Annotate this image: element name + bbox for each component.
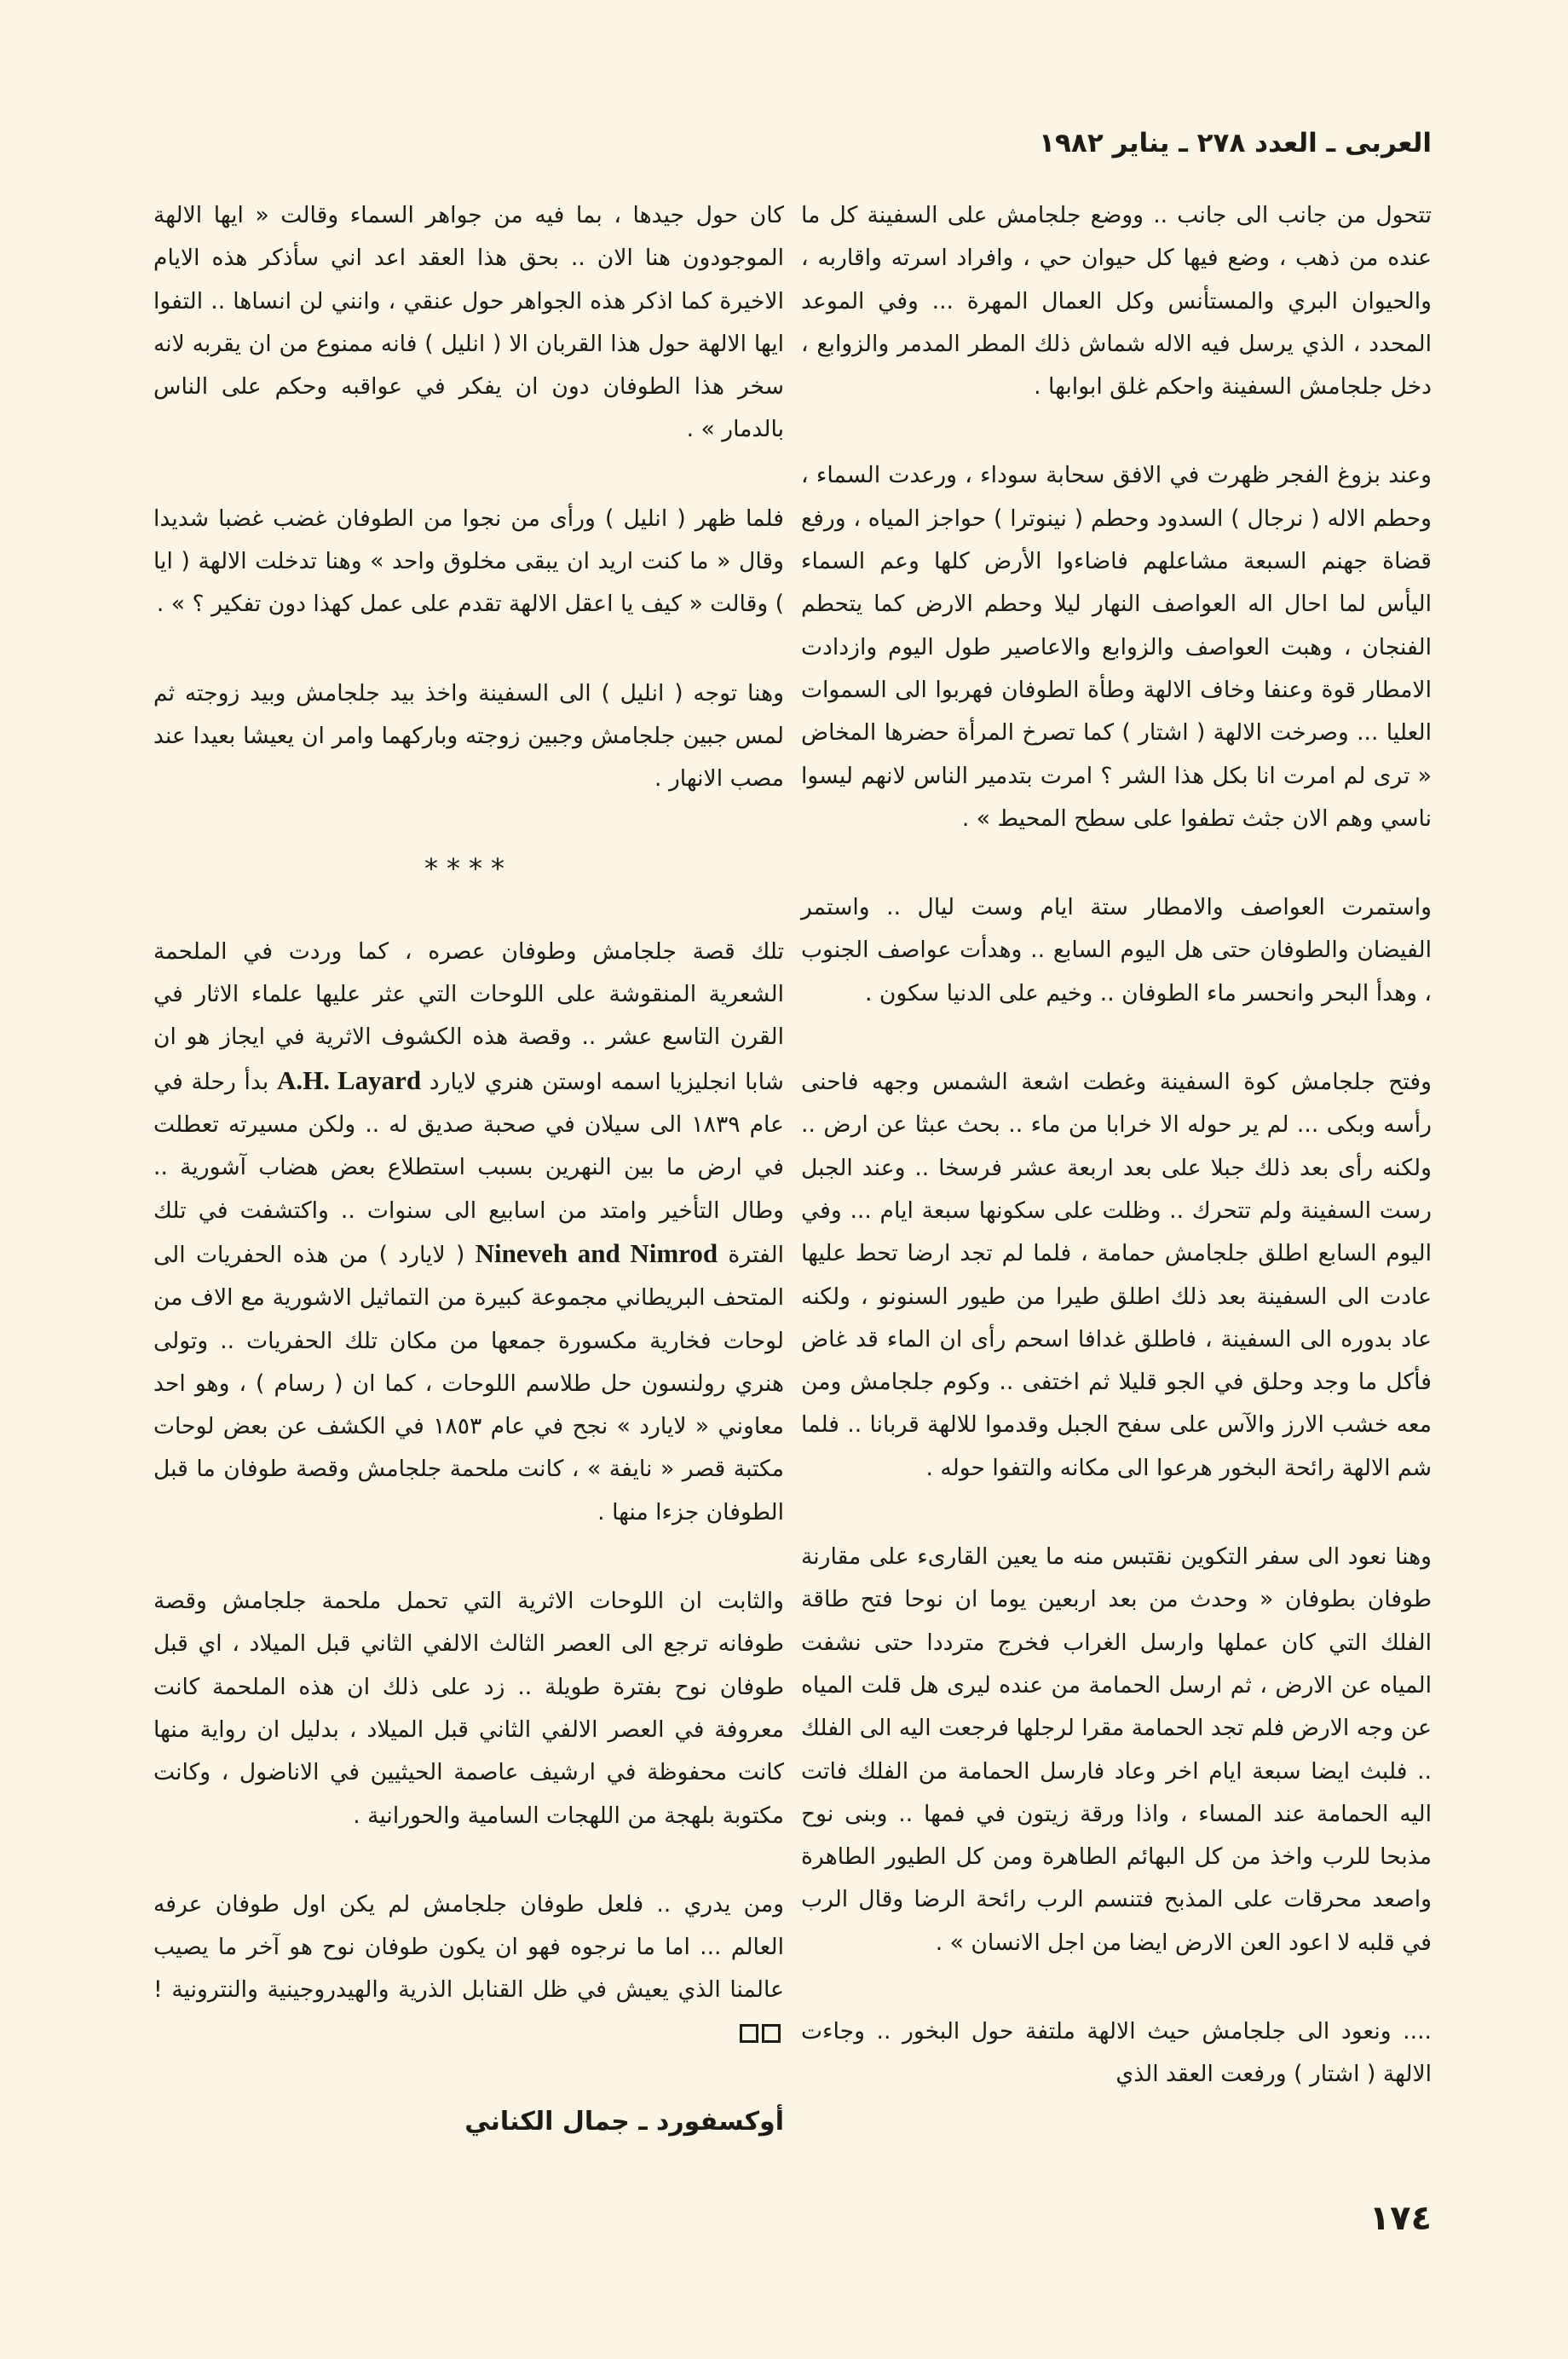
paragraph: تتحول من جانب الى جانب .. ووضع جلجامش على السفينة كل ما عنده من ذهب ، وضع فيها كل حيوان حي ، وافراد اسرته واقاربه ، والحيوان البري والمستأنس وكل العمال المهرة ... وفي الموعد المحدد ، الذي يرسل فيه الاله شماش ذلك المطر المدمر والزوابع ، دخل جلجامش السفينة واحكم غلق ابوابها . <box>801 202 1432 401</box>
paragraph: فلما ظهر ( انليل ) ورأى من نجوا من الطوفان غضب غضبا شديدا وقال « ما كنت اريد ان يبقى مخلوق واحد » وهنا تدخلت الالهة ( ايا ) وقالت « كيف يا اعقل الالهة تقدم على عمل كهذا دون تفكير ؟ » . <box>153 505 784 618</box>
latin-name: A.H. Layard <box>276 1064 422 1095</box>
text-span: بدأ رحلة في عام ١٨٣٩ الى سيلان في صحبة صديق له .. ولكن مسيرته تعطلت في ارض ما بين النهرين بسبب استطلاع بعض هضاب آشورية .. وطال التأخير وامتد من اسابيع الى سنوات .. واكتشفت في تلك الفترة <box>153 1068 785 1268</box>
running-head: العربى ـ العدد ٢٧٨ ـ يناير ١٩٨٢ <box>1039 128 1432 159</box>
paragraph: وهنا توجه ( انليل ) الى السفينة واخذ بيد جلجامش وبيد زوجته ثم لمس جبين جلجامش وجبين زوجته وباركهما وامر ان يعيشا بعيدا عند مصب الانهار . <box>153 679 784 793</box>
paragraph: واستمرت العواصف والامطار ستة ايام وست ليال .. واستمر الفيضان والطوفان حتى هل اليوم السابع .. وهدأت عواصف الجنوب ، وهدأ البحر وانحسر ماء الطوفان .. وخيم على الدنيا سكون . <box>801 894 1432 1006</box>
page-number: ١٧٤ <box>1369 2199 1432 2238</box>
paragraph: والثابت ان اللوحات الاثرية التي تحمل ملحمة جلجامش وقصة طوفانه ترجع الى العصر الثالث الالفي الثاني قبل الميلاد ، اي قبل طوفان نوح بفترة طويلة .. زد على ذلك ان هذه الملحمة كانت معروفة في العصر الالفي الثاني قبل الميلاد ، بدليل ان رواية منها كانت محفوظة في ارشيف عاصمة الحيثيين في الاناضول ، وكانت مكتوبة بلهجة من اللهجات السامية والحورانية . <box>153 1588 784 1829</box>
text-span: تلك قصة جلجامش وطوفان عصره ، كما وردت في الملحمة الشعرية المنقوشة على اللوحات التي عثر عليها علماء الاثار في القرن التاسع عشر .. وقصة هذه الكشوف الاثرية في ايجاز هو ان شابا انجليزيا اسمه اوستن هنري لايارد <box>153 937 784 1095</box>
paragraph <box>153 931 784 1534</box>
end-of-article-icon <box>740 2020 784 2046</box>
text-span: ومن يدري .. فلعل طوفان جلجامش لم يكن اول طوفان عرفه العالم ... اما ما نرجوه فهو ان يكون طوفان نوح هو آخر ما يصيب عالمنا الذي يعيش في ظل القنابل الذرية والهيدروجينية والنترونية ! <box>153 1890 784 2004</box>
section-separator: **** <box>424 851 513 885</box>
paragraph: وفتح جلجامش كوة السفينة وغطت اشعة الشمس وجهه فاحنى رأسه وبكى ... لم ير حوله الا خرابا من ماء .. بحث عبثا عن ارض .. ولكنه رأى بعد ذلك جبلا على بعد اربعة عشر فرسخا .. وعند الجبل رست السفينة ولم تتحرك .. وظلت على سكونها سبعة ايام ... وفي اليوم السابع اطلق جلجامش حمامة ، فلما لم تجد ارضا تحط عليها عادت الى السفينة بعد ذلك اطلق طيرا من طيور السنونو ، ولكنه عاد بدوره الى السفينة ، فاطلق غدافا اسحم رأى ان الماء قد غاض فأكل ما وجد وحلق في الجو قليلا ثم اختفى .. وكوم جلجامش ومن معه خشب الارز والآس على سفح الجبل وقدموا للالهة قربانا .. فلما شم الالهة رائحة البخور هرعوا الى مكانه والتفوا حوله . <box>801 1069 1432 1481</box>
paragraph: وعند بزوغ الفجر ظهرت في الافق سحابة سوداء ، ورعدت السماء ، وحطم الاله ( نرجال ) السدود وحطم ( نينوترا ) حواجز المياه ، ورفع قضاة جهنم السبعة مشاعلهم فاضاءوا الأرض كلها وعم السماء اليأس لما احال اله العواصف النهار ليلا وحطم الارض كما يتحطم الفنجان ، وهبت العواصف والزوابع والاعاصير طول اليوم وازدادت الامطار قوة وعنفا وخاف الالهة وطأة الطوفان فهربوا الى السموات العليا ... وصرخت الالهة ( اشتار ) كما تصرخ المرأة حضرها المخاض « ترى لم امرت انا بكل هذا الشر ؟ امرت بتدمير الناس لانهم ليسوا ناسي وهم الان جثث تطفوا على سطح المحيط » . <box>801 462 1432 832</box>
author-signature: أوكسفورد ـ جمال الكناني <box>464 2106 784 2137</box>
right-column <box>801 194 1432 2143</box>
paragraph: .... ونعود الى جلجامش حيث الالهة ملتفة حول البخور .. وجاءت الالهة ( اشتار ) ورفعت العقد الذي <box>801 2017 1432 2088</box>
paragraph: وهنا نعود الى سفر التكوين نقتبس منه ما يعين القارىء على مقارنة طوفان بطوفان « وحدث من بعد اربعين يوما ان نوحا فتح طاقة الفلك التي كان عملها وارسل الغراب فخرج مترددا حتى نشفت المياه عن الارض ، ثم ارسل الحمامة من عنده ليرى هل قلت المياه عن وجه الارض فلم تجد الحمامة مقرا لرجلها فرجعت اليه الى الفلك .. فلبث ايضا سبعة ايام اخر وعاد فارسل الحمامة من الفلك فاتت اليه الحمامة عند المساء ، واذا ورقة زيتون في فمها .. وبنى نوح مذبحا للرب واخذ من كل البهائم الطاهرة ومن كل الطيور الطاهرة واصعد محرقات على المذبح فتنسم الرب رائحة الرضا وقال الرب في قلبه لا اعود العن الارض ايضا من اجل الانسان » . <box>801 1543 1432 1956</box>
left-column <box>153 194 784 2143</box>
text-span: ( لايارد ) من هذه الحفريات الى المتحف البريطاني مجموعة كبيرة من التماثيل الاشورية مع الاف من لوحات فخارية مكسورة جمعها من مكان تلك الحفريات .. وتولى هنري رولنسون حل طلاسم اللوحات ، كما ان ( رسام ) ، وهو احد معاوني « لايارد » نجح في عام ١٨٥٣ في الكشف عن بعض لوحات مكتبة قصر « نايفة » ، كانت ملحمة جلجامش وقصة طوفان ما قبل الطوفان جزءا منها . <box>153 1241 784 1526</box>
latin-title: Nineveh and Nimrod <box>475 1237 718 1268</box>
paragraph <box>153 1883 784 2055</box>
paragraph: كان حول جيدها ، بما فيه من جواهر السماء وقالت « ايها الالهة الموجودون هنا الان .. بحق هذا العقد اعد اني سأذكر هذه الايام الاخيرة كما اذكر هذه الجواهر حول عنقي ، وانني لن انساها .. التفوا ايها الالهة حول هذا القربان الا ( انليل ) فانه ممنوع من ان يقربه لانه سخر هذا الطوفان دون ان يفكر في عواقبه وحكم على الناس بالدمار » . <box>153 202 784 443</box>
